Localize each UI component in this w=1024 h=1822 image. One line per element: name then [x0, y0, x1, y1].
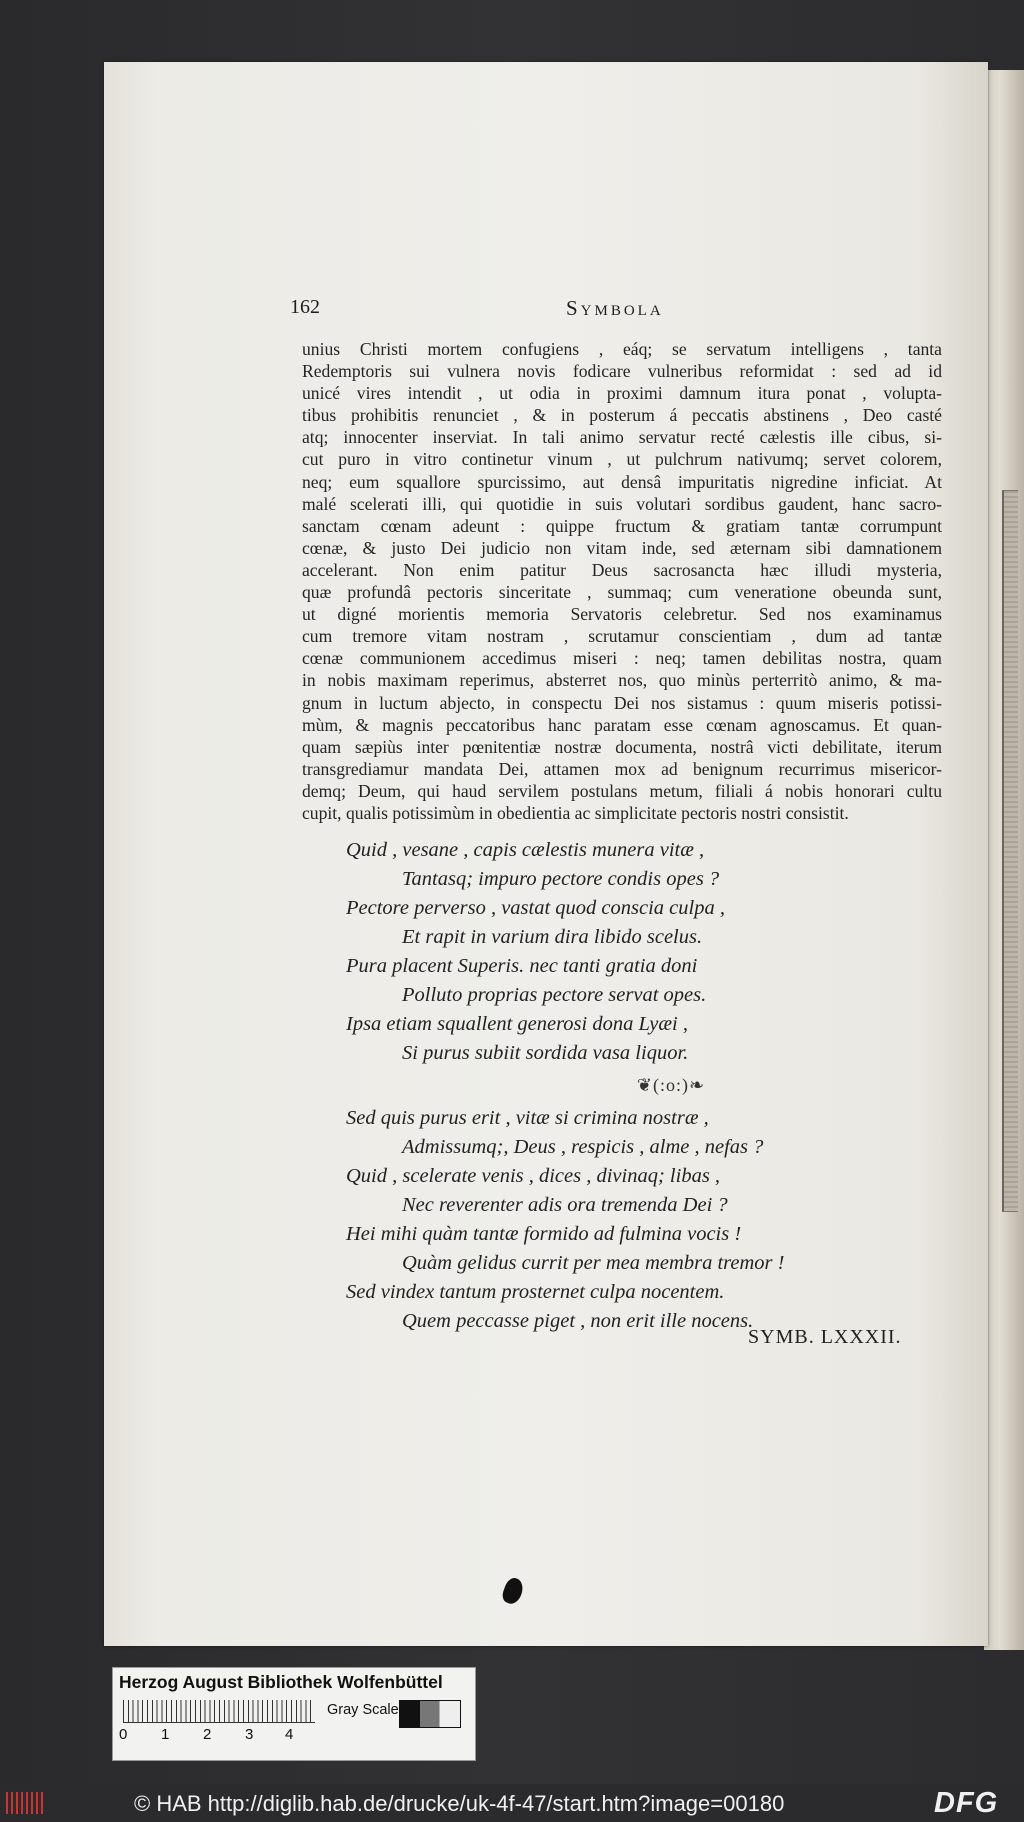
ruler-tick-label: 1 [161, 1726, 170, 1743]
footer-copyright-link[interactable]: © HAB http://diglib.hab.de/drucke/uk-4f-47/start.htm?image=00180 [134, 1791, 785, 1816]
verse-line: Si purus subiit sordida vasa liquor. [402, 1042, 689, 1064]
prose-line: Redemptoris sui vulnera novis fodicare vulneribus reformidat : sed ad id [302, 361, 942, 382]
prose-line: neq; eum squallore spurcissimo, aut densâ impuritatis nigredine inficiat. At [302, 471, 942, 492]
prose-block [302, 338, 942, 824]
ruler-labels [119, 1726, 319, 1746]
prose-line: quam sæpiùs inter pœnitentiæ nostræ documenta, nostrâ victi debilitate, iterum [302, 736, 942, 757]
ruler-tick-label: 0 [119, 1726, 128, 1743]
verse-line: Nec reverenter adis ora tremenda Dei ? [402, 1194, 728, 1216]
verse-line: Quàm gelidus currit per mea membra tremor ! [402, 1252, 785, 1274]
prose-line: atq; innocenter inserviat. In tali animo servatur recté cælestis ille cibus, si- [302, 427, 942, 448]
prose-line: cum tremore vitam nostram , scrutamur conscientiam , dum ad tantæ [302, 626, 942, 647]
prose-line: unius Christi mortem confugiens , eáq; se servatum intelligens , tanta [302, 339, 942, 359]
prose-line: accelerant. Non enim patitur Deus sacrosancta hæc illudi mysteria, [302, 559, 942, 580]
verse-line: Sed quis purus erit , vitæ si crimina nostræ , [346, 1107, 709, 1129]
prose-line: gnum in luctum abjecto, in conspectu Dei nos sistamus : quum miseris potissi- [302, 692, 942, 713]
prose-line: cupit, qualis potissimùm in obedientia ac simplicitate pectoris nostri consistit. [302, 802, 849, 823]
ruler-tick-label: 3 [245, 1726, 254, 1743]
page-number: 162 [290, 296, 320, 318]
prose-line: unicé vires intendit , ut odia in proximi damnum itura ponat , volupta- [302, 383, 942, 404]
ruler-tick-label: 2 [203, 1726, 212, 1743]
running-title: Symbola [566, 296, 664, 320]
verse-line: Polluto proprias pectore servat opes. [402, 984, 707, 1006]
color-scale-card [112, 1667, 476, 1761]
verse-line: Quem peccasse piget , non erit ille nocens. [402, 1310, 754, 1332]
verse-block [346, 836, 936, 1336]
scale-card-title: Herzog August Bibliothek Wolfenbüttel [119, 1672, 443, 1692]
verse-line: Admissumq;, Deus , respicis , alme , nefas ? [402, 1136, 764, 1158]
verse-line: Pectore perverso , vastat quod conscia culpa , [346, 897, 725, 919]
prose-line: cœnæ, & justo Dei judicio non vitam inde, sed æternam sibi damnationem [302, 537, 942, 558]
facing-page-edge [984, 70, 1024, 1650]
verse-line: Hei mihi quàm tantæ formido ad fulmina vocis ! [346, 1223, 742, 1245]
prose-line: ut digné morientis memoria Servatoris celebretur. Sed nos examinamus [302, 604, 942, 625]
verse-line: Ipsa etiam squallent generosi dona Lyæi , [346, 1013, 688, 1035]
prose-line: mùm, & magnis peccatoribus hanc paratam esse cœnam agnoscamus. Et quan- [302, 714, 942, 735]
verse-line: Et rapit in varium dira libido scelus. [402, 926, 703, 948]
prose-line: cut puro in vitro continetur vinum , ut pulchrum nativumq; servet colorem, [302, 449, 942, 470]
gray-scale-label: Gray Scale [327, 1702, 399, 1718]
prose-line: malé scelerati illi, qui quotidie in suis volutari sordibus gaudent, hanc sacro- [302, 493, 942, 514]
dfg-logo: DFG [934, 1787, 999, 1819]
prose-line: demq; Deum, qui haud servilem postulans metum, filiali á nobis honorari cultu [302, 780, 942, 801]
prose-line: sanctam cœnam adeunt : quippe fructum & gratiam tantæ corrumpunt [302, 515, 942, 536]
prose-line: cœnæ communionem accedimus miseri : neq; tamen debilitas nostra, quam [302, 648, 942, 669]
facing-page-engraving [1002, 490, 1018, 1212]
ruler-icon [123, 1700, 315, 1723]
verse-line: Tantasq; impuro pectore condis opes ? [402, 868, 720, 890]
prose-line: transgrediamur mandata Dei, attamen mox ad benignum recurrimus misericor- [302, 758, 942, 779]
prose-line: tibus prohibitis renunciet , & in posterum á peccatis abstinens , Deo casté [302, 405, 942, 426]
verse-line: Quid , vesane , capis cælestis munera vitæ , [346, 839, 705, 861]
hab-logo-icon [6, 1792, 46, 1814]
verse-line: Sed vindex tantum prosternet culpa nocentem. [346, 1281, 725, 1303]
verse-stanza-2 [346, 1104, 936, 1336]
footer-bar [0, 1784, 1024, 1822]
prose-line: in nobis maximam reperimus, absterret nos, quo minùs perterritò animo, & ma- [302, 670, 942, 691]
verse-line: Quid , scelerate venis , dices , divinaq; libas , [346, 1165, 721, 1187]
prose-line: quæ profundâ pectoris sinceritate , summaq; cum veneratione obeunda sunt, [302, 582, 942, 603]
ornament-divider: ❦(:o:)❧ [636, 1075, 706, 1095]
gray-scale-swatch [399, 1700, 461, 1728]
ruler-tick-label: 4 [285, 1726, 294, 1743]
verse-stanza-1 [346, 836, 936, 1068]
catchword: SYMB. LXXXII. [748, 1326, 902, 1348]
verse-line: Pura placent Superis. nec tanti gratia doni [346, 955, 698, 977]
